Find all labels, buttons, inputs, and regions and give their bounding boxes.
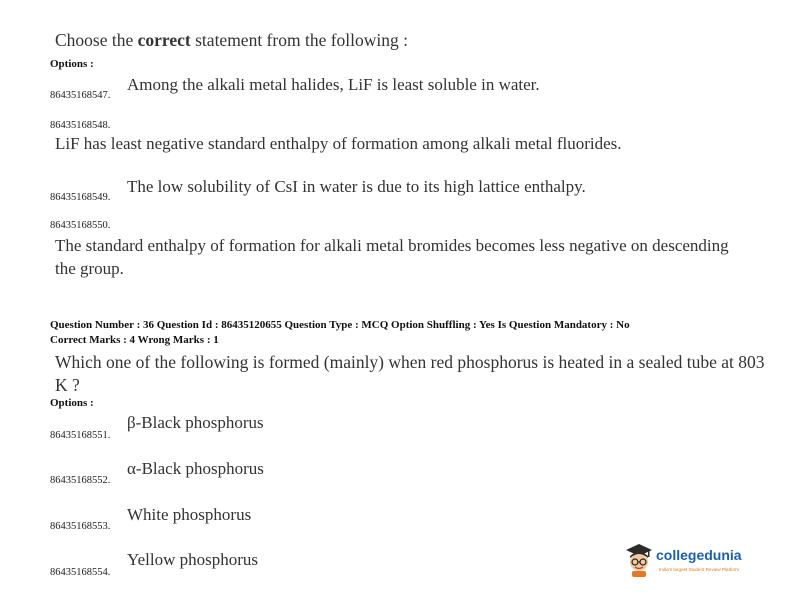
collegedunia-logo xyxy=(624,540,774,590)
option-id: 86435168548. xyxy=(50,120,111,131)
option-id: 86435168551. xyxy=(50,430,111,441)
prompt-emphasis: correct xyxy=(137,30,191,50)
option-id: 86435168550. xyxy=(50,220,111,231)
prompt-suffix: statement from the following : xyxy=(190,30,408,50)
option-text[interactable]: Among the alkali metal halides, LiF is least soluble in water. xyxy=(127,75,540,94)
option-text[interactable]: LiF has least negative standard enthalpy of formation among alkali metal fluorides. xyxy=(55,134,622,153)
option-id: 86435168549. xyxy=(50,192,111,203)
marks-meta: Correct Marks : 4 Wrong Marks : 1 xyxy=(50,334,219,346)
question-35-prompt xyxy=(55,30,408,51)
option-text[interactable]: The low solubility of CsI in water is due to its high lattice enthalpy. xyxy=(127,177,586,196)
prompt-prefix: Choose the xyxy=(55,30,138,50)
question-meta: Question Number : 36 Question Id : 86435120655 Question Type : MCQ Option Shuffling : Yes Is Question Mandatory : No xyxy=(50,319,630,331)
options-label: Options : xyxy=(50,397,94,409)
option-id: 86435168554. xyxy=(50,567,111,578)
logo-wordmark: collegedunia xyxy=(656,547,742,563)
option-text[interactable]: Yellow phosphorus xyxy=(127,550,258,569)
option-id: 86435168553. xyxy=(50,521,111,532)
option-id: 86435168552. xyxy=(50,475,111,486)
student-mascot-icon xyxy=(624,542,654,578)
question-36-prompt: Which one of the following is formed (mainly) when red phosphorus is heated in a sealed tube at 803 K ? xyxy=(55,352,765,395)
option-text[interactable]: α-Black phosphorus xyxy=(127,459,264,478)
option-text[interactable]: β-Black phosphorus xyxy=(127,413,264,432)
option-id: 86435168547. xyxy=(50,90,111,101)
options-label: Options : xyxy=(50,58,94,70)
logo-tagline: India's largest Student Review Platform xyxy=(659,567,740,572)
option-text[interactable]: The standard enthalpy of formation for alkali metal bromides becomes less negative on descending the group. xyxy=(55,236,729,278)
option-text[interactable]: White phosphorus xyxy=(127,505,252,524)
